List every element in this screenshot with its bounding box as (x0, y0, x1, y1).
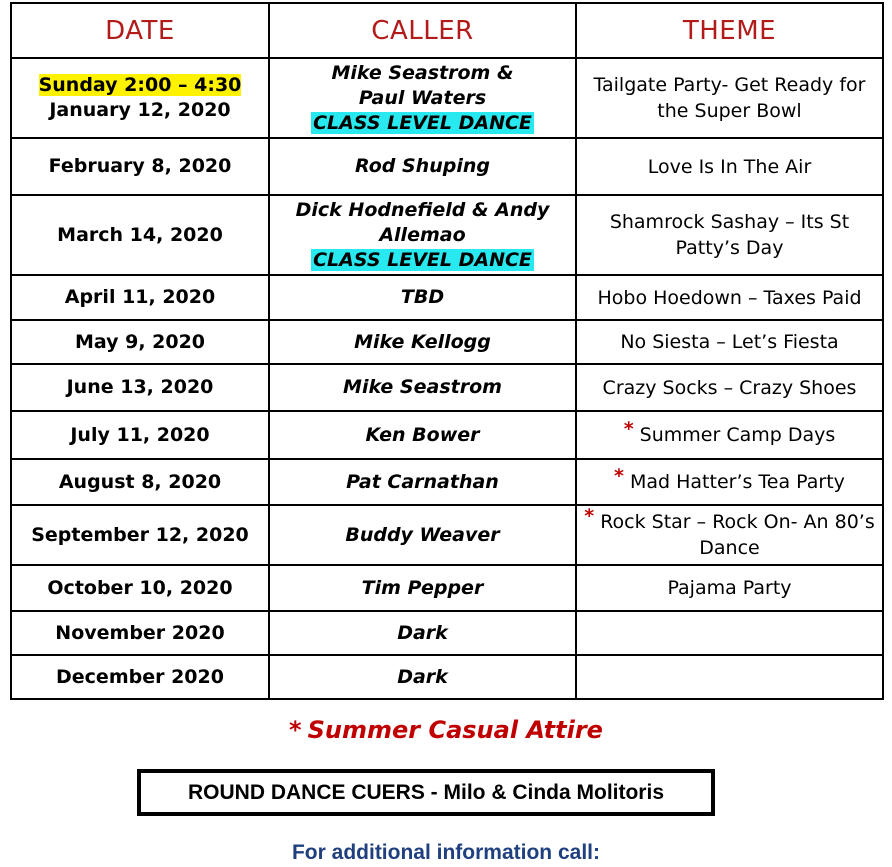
date-text: January 12, 2020 (49, 99, 231, 121)
table-row (11, 195, 883, 275)
date-cell: October 10, 2020 (11, 565, 269, 611)
theme-text: Mad Hatter’s Tea Party (629, 471, 845, 493)
header-date: DATE (11, 3, 269, 58)
theme-cell (576, 459, 883, 505)
theme-cell: Pajama Party (576, 565, 883, 611)
date-cell: November 2020 (11, 611, 269, 655)
theme-cell (576, 58, 883, 138)
theme-cell: Love Is In The Air (576, 138, 883, 195)
caller-cell: Mike Kellogg (269, 320, 576, 364)
table-row (11, 459, 883, 505)
attire-note (0, 716, 892, 744)
caller-text: Paul Waters (358, 86, 487, 109)
table-row (11, 611, 883, 655)
caller-text: Dick Hodnefield & Andy (295, 198, 550, 221)
header-row (11, 3, 883, 58)
theme-cell (576, 611, 883, 655)
date-cell: February 8, 2020 (11, 138, 269, 195)
caller-cell: Tim Pepper (269, 565, 576, 611)
theme-text: Summer Camp Days (639, 424, 836, 446)
header-theme: THEME (576, 3, 883, 58)
asterisk-marker: * (614, 465, 624, 487)
date-cell: December 2020 (11, 655, 269, 699)
table-row (11, 655, 883, 699)
round-dance-cuers-text: ROUND DANCE CUERS - Milo & Cinda Molitoris (188, 780, 664, 804)
time-highlight: Sunday 2:00 – 4:30 (38, 74, 242, 96)
date-cell: July 11, 2020 (11, 411, 269, 459)
theme-cell: Crazy Socks – Crazy Shoes (576, 364, 883, 411)
table-row (11, 364, 883, 411)
caller-cell (269, 58, 576, 138)
theme-cell (576, 655, 883, 699)
caller-cell: Dark (269, 611, 576, 655)
caller-cell: Pat Carnathan (269, 459, 576, 505)
asterisk-marker: * (289, 716, 302, 744)
table-row (11, 565, 883, 611)
caller-cell: Ken Bower (269, 411, 576, 459)
caller-cell (269, 195, 576, 275)
caller-text: Allemao (379, 223, 466, 246)
theme-text: Tailgate Party- Get Ready for the Super Bowl (593, 74, 866, 122)
table-row (11, 320, 883, 364)
theme-text: Shamrock Sashay – Its St Patty’s Day (609, 211, 850, 259)
header-caller: CALLER (269, 3, 576, 58)
asterisk-marker: * (623, 418, 634, 440)
schedule-table (10, 2, 884, 700)
class-level-badge: CLASS LEVEL DANCE (313, 248, 532, 271)
attire-note-text: Summer Casual Attire (307, 716, 603, 744)
date-cell: June 13, 2020 (11, 364, 269, 411)
theme-text: Rock Star – Rock On- An 80’s Dance (600, 511, 875, 559)
theme-cell (576, 505, 883, 565)
table-row (11, 275, 883, 320)
table-row (11, 505, 883, 565)
date-cell: September 12, 2020 (11, 505, 269, 565)
caller-cell: Mike Seastrom (269, 364, 576, 411)
date-cell: August 8, 2020 (11, 459, 269, 505)
theme-cell: No Siesta – Let’s Fiesta (576, 320, 883, 364)
caller-text: Mike Seastrom & (331, 61, 514, 84)
date-cell (11, 58, 269, 138)
theme-cell (576, 411, 883, 459)
caller-cell: Buddy Weaver (269, 505, 576, 565)
table-row (11, 411, 883, 459)
caller-cell: Dark (269, 655, 576, 699)
date-cell: March 14, 2020 (11, 195, 269, 275)
theme-cell: Hobo Hoedown – Taxes Paid (576, 275, 883, 320)
caller-cell: TBD (269, 275, 576, 320)
date-cell: May 9, 2020 (11, 320, 269, 364)
caller-cell: Rod Shuping (269, 138, 576, 195)
table-row (11, 138, 883, 195)
class-level-badge: CLASS LEVEL DANCE (313, 111, 532, 134)
date-cell: April 11, 2020 (11, 275, 269, 320)
additional-info-text: For additional information call: (291, 841, 600, 864)
asterisk-marker: * (584, 505, 595, 527)
theme-cell (576, 195, 883, 275)
table-row (11, 58, 883, 138)
round-dance-cuers-box (137, 769, 715, 816)
